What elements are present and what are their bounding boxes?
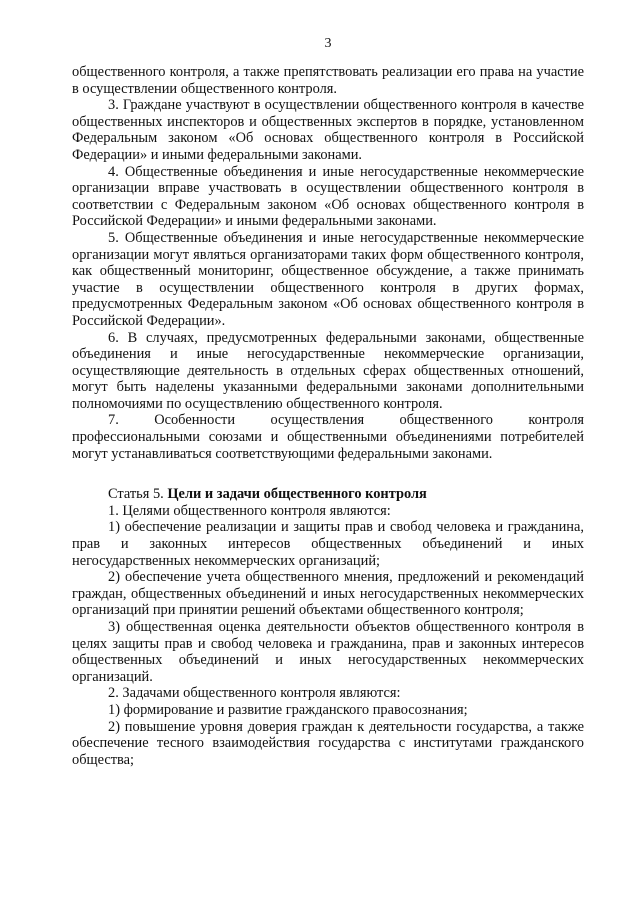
paragraph-item-6: 6. В случаях, предусмотренных федеральными законами, общественные объединения и иные негосударственные некоммерческие организации, осуществляющие деятельность в отдельных сферах общественных отношений, могут быть наделены указанными федеральными законами дополнительными полномочиями по осуществлению общественного контроля. [72, 329, 584, 412]
article-heading [72, 486, 584, 503]
goal-item-2: 2) обеспечение учета общественного мнения, предложений и рекомендаций граждан, общественных объединений и иных негосударственных некоммерческих организаций при принятии решений объектами общественного контроля; [72, 569, 584, 619]
article-prefix: Статья 5. [108, 486, 164, 503]
paragraph-item-5: 5. Общественные объединения и иные негосударственные некоммерческие организации могут являться организаторами таких форм общественного контроля, как общественный мониторинг, общественное обсуждение, а также принимать участие в осуществлении общественного контроля в других формах, предусмотренных Федеральным законом «Об основах общественного контроля в Российской Федерации». [72, 229, 584, 329]
task-item-1: 1) формирование и развитие гражданского правосознания; [108, 701, 468, 718]
paragraph-item-7: 7. Особенности осуществления общественного контроля профессиональными союзами и общественными объединениями потребителей могут устанавливаться соответствующими федеральными законами. [72, 412, 584, 462]
document-page [72, 36, 584, 768]
goal-item-1: 1) обеспечение реализации и защиты прав и свобод человека и гражданина, прав и законных интересов общественных объединений и иных негосударственных некоммерческих организаций; [72, 519, 584, 569]
article-title: Цели и задачи общественного контроля [167, 486, 427, 503]
paragraph-item-4: 4. Общественные объединения и иные негосударственные некоммерческие организации вправе участвовать в осуществлении общественного контроля в соответствии с Федеральным законом «Об основах общественного контроля в Российской Федерации» и иными федеральными законами. [72, 163, 584, 230]
page-number: 3 [324, 36, 332, 51]
goal-item-3: 3) общественная оценка деятельности объектов общественного контроля в целях защиты прав и свобод человека и гражданина, прав и законных интересов общественных объединений и иных негосударственных некоммерческих организаций. [72, 619, 584, 685]
goals-intro: 1. Целями общественного контроля являются: [108, 502, 391, 519]
task-item-2: 2) повышение уровня доверия граждан к деятельности государства, а также обеспечение тесного взаимодействия государства с институтами гражданского общества; [72, 718, 584, 768]
paragraph-item-3: 3. Граждане участвуют в осуществлении общественного контроля в качестве общественных инспекторов и общественных экспертов в порядке, установленном Федеральным законом «Об основах общественного контроля в Российской Федерации» и иными федеральными законами. [72, 97, 584, 163]
tasks-intro: 2. Задачами общественного контроля являются: [108, 685, 401, 702]
paragraph-continuation: общественного контроля, а также препятствовать реализации его права на участие в осуществлении общественного контроля. [72, 64, 584, 97]
